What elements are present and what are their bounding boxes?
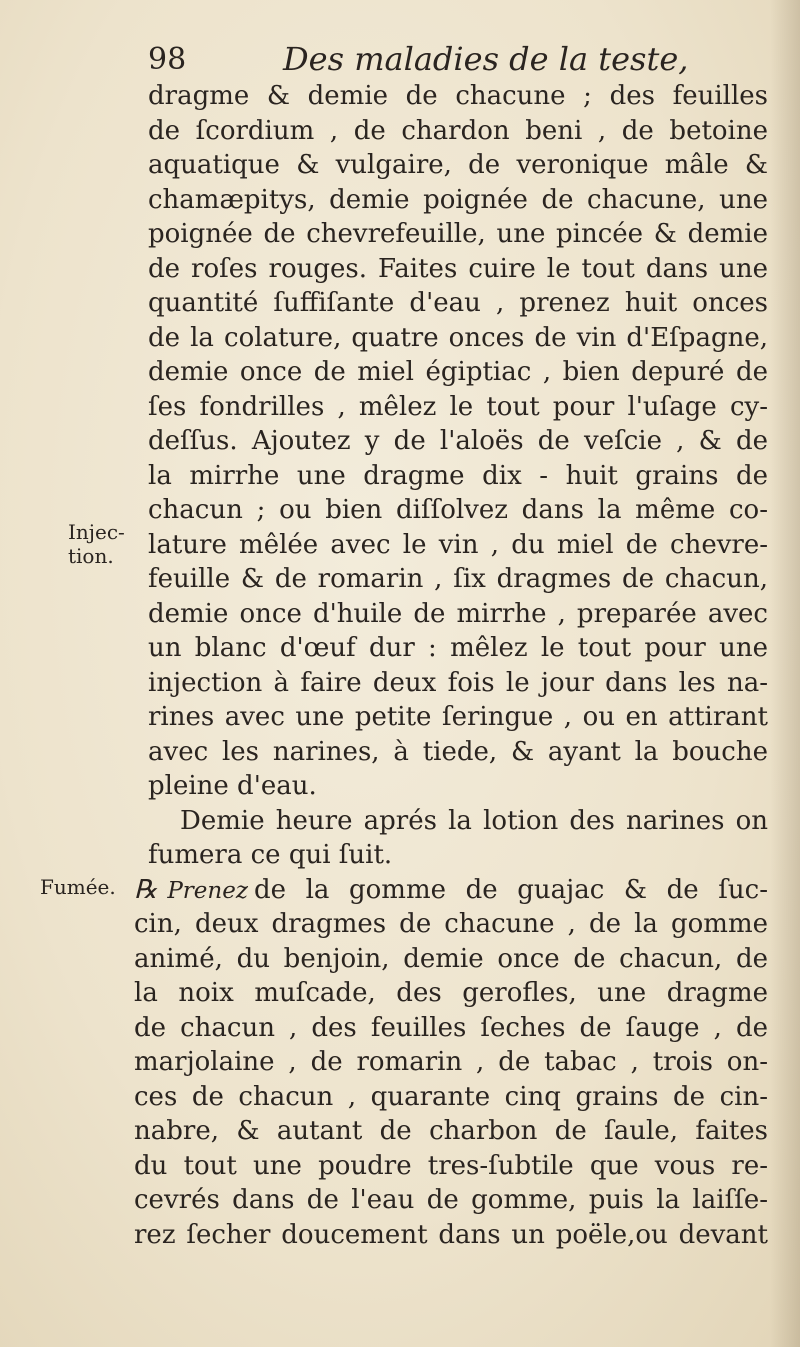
running-title: Des maladies de la teste, [283,40,689,78]
text-line: dragme & demie de chacune ; des feuilles [148,81,768,111]
text-line: deſſus. Ajoutez y de l'aloës de veſcie , & de [148,426,768,456]
text-line: pleine d'eau. [148,771,317,801]
text-line: un blanc d'œuf dur : mêlez le tout pour une [148,633,768,663]
text-line: feuille & de romarin , ſix dragmes de chacun, [148,564,768,594]
text-line: la noix muſcade, des gerofles, une dragme [134,978,768,1008]
text-line: cevrés dans de l'eau de gomme, puis la laiſſe- [134,1185,768,1215]
text-line: de roſes rouges. Faites cuire le tout dans une [148,253,768,284]
text-line: quantité ſuffiſante d'eau , prenez huit onces [148,288,768,318]
text-line: aquatique & vulgaire, de veronique mâle & [148,150,768,180]
recipe-line [134,873,768,908]
margin-note-fumee: Fumée. [40,875,116,899]
page-edge-shadow [770,0,800,1347]
text-line: demie once d'huile de mirrhe , preparée avec [148,598,768,629]
recipe-word: Prenez [167,877,248,904]
text-line: injection à faire deux fois le jour dans les na- [148,667,768,698]
text-line: chacun ; ou bien diſſolvez dans la même co- [148,495,768,525]
page-number: 98 [148,42,187,77]
recipe-symbol: ℞ [134,874,158,905]
text-line: marjolaine , de romarin , de tabac , trois on- [134,1047,768,1077]
text-line: de ſcordium , de chardon beni , de betoine [148,115,768,146]
body-text [134,79,768,1252]
text-line: de chacun , des feuilles ſeches de ſauge , de [134,1012,768,1043]
text-line: chamæpitys, demie poignée de chacune, une [148,184,768,215]
margin-note-injection-line2: tion. [68,544,114,568]
margin-note-injection [68,520,125,568]
text-line: cin, deux dragmes de chacune , de la gomme [134,909,768,939]
text-line: demie once de miel égiptiac , bien depuré de [148,357,768,387]
text-line: du tout une poudre tres-ſubtile que vous re- [134,1150,768,1181]
text-line: ſes fondrilles , mêlez le tout pour l'uſage cy- [148,391,768,422]
text-line: animé, du benjoin, demie once de chacun, de [134,943,768,974]
margin-note-injection-line1: Injec- [68,520,125,544]
text-line: poignée de chevrefeuille, une pincée & demie [148,219,768,249]
text-line: rez ſecher doucement dans un poële,ou devant [134,1219,768,1250]
text-line: Demie heure aprés la lotion des narines on [180,805,768,836]
text-line: avec les narines, à tiede, & ayant la bouche [148,736,768,767]
text-line: ces de chacun , quarante cinq grains de cin- [134,1081,768,1112]
text-line: nabre, & autant de charbon de ſaule, faites [134,1116,768,1146]
text-line: de la colature, quatre onces de vin d'Eſpagne, [148,322,768,353]
recipe-line-rest: de la gomme de guajac & de ſuc- [253,874,768,905]
text-line: lature mêlée avec le vin , du miel de chevre- [148,529,768,560]
text-line: fumera ce qui ſuit. [148,840,393,870]
text-line: la mirrhe une dragme dix - huit grains de [148,460,768,491]
text-line: rines avec une petite ſeringue , ou en attirant [148,702,768,732]
